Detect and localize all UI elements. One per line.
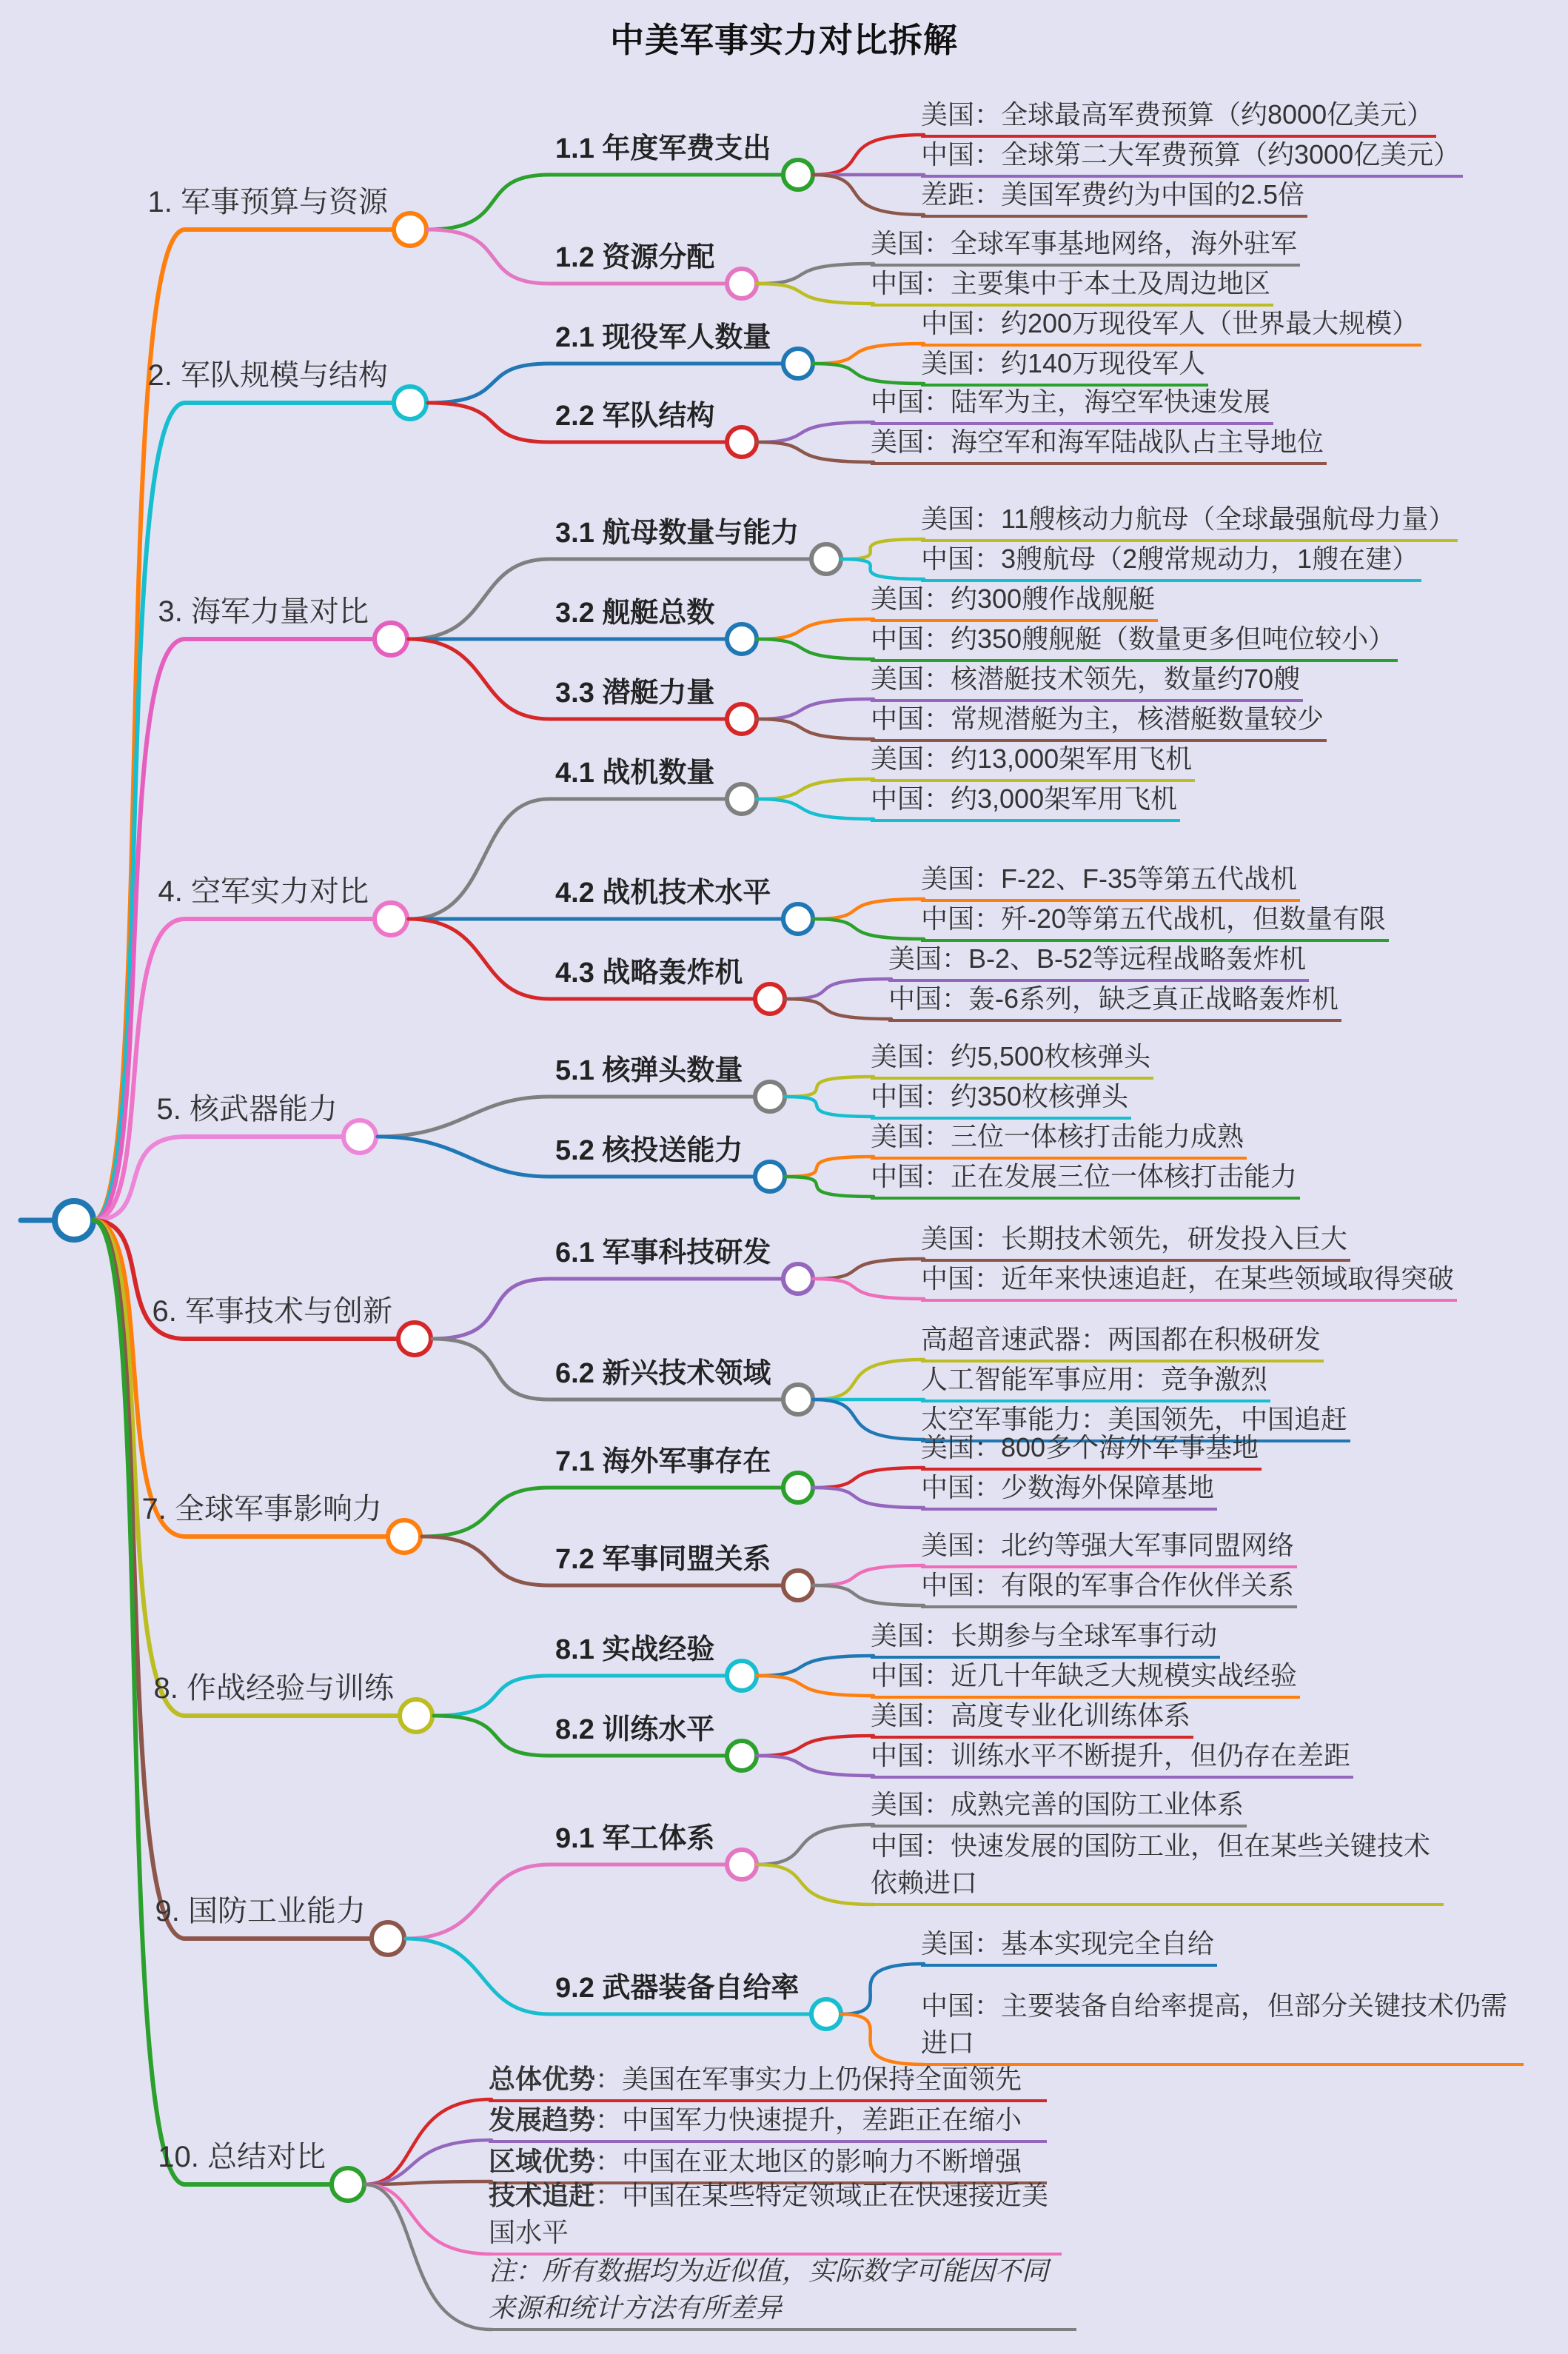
leaf-node[interactable]: 美国：全球最高军费预算（约8000亿美元） [921,96,1436,138]
leaf-node[interactable]: 美国：长期参与全球军事行动 [871,1617,1220,1659]
branch-node[interactable] [398,1323,431,1355]
note-leaf[interactable] [489,2253,1076,2331]
leaf-curve [841,559,924,579]
subnode[interactable] [727,269,757,298]
subnode-label[interactable]: 4.2 战机技术水平 [555,877,771,909]
leaf-curve [757,619,874,639]
leaf-node[interactable]: 美国：全球军事基地网络，海外驻军 [871,225,1300,267]
leaf-prefix: 技术追赶 [489,2180,596,2210]
leaf-curve [757,422,874,442]
subnode[interactable] [727,624,757,654]
subnode[interactable] [811,1999,841,2029]
leaf-curve [785,1077,874,1097]
leaf-node[interactable]: 美国：B-2、B-52等远程战略轰炸机 [888,940,1309,982]
leaf-node[interactable]: 中国：有限的军事合作伙伴关系 [921,1567,1297,1608]
branch-label[interactable]: 3. 海军力量对比 [158,595,369,628]
subnode-curve [432,1279,782,1339]
subnode-label[interactable]: 5.2 核投送能力 [555,1135,743,1166]
leaf-node[interactable]: 中国：主要装备自给率提高，但部分关键技术仍需进口 [921,1987,1524,2066]
leaf-curve [785,1097,874,1117]
leaf-curve [813,364,924,384]
branch-label[interactable]: 2. 军队规模与结构 [147,359,388,392]
leaf-curve [813,1279,924,1299]
subnode-label[interactable]: 8.1 实战经验 [555,1634,715,1665]
branch-node[interactable] [372,1922,404,1955]
leaf-node[interactable]: 中国：主要集中于本土及周边地区 [871,265,1273,307]
leaf-curve [757,264,874,284]
leaf-node[interactable]: 中国：少数海外保障基地 [921,1469,1217,1511]
leaf-curve [757,1736,874,1756]
leaf-node[interactable]: 人工智能军事应用：竞争激烈 [921,1361,1270,1402]
subnode[interactable] [783,160,813,190]
leaf-node[interactable]: 美国：约13,000架军用飞机 [871,740,1195,782]
subnode-curve [428,364,782,403]
summary-leaf[interactable] [489,2177,1062,2256]
subnode[interactable] [727,427,757,457]
leaf-prefix: 发展趋势 [489,2104,596,2135]
leaf-node[interactable]: 中国：全球第二大军费预算（约3000亿美元） [921,136,1463,178]
leaf-curve [757,699,874,719]
leaf-curve [757,1865,874,1905]
leaf-curve [757,799,874,819]
leaf-node[interactable]: 美国：成熟完善的国防工业体系 [871,1786,1247,1828]
leaf-curve [813,899,924,919]
subnode-label[interactable]: 2.1 现役军人数量 [555,322,771,353]
branch-label[interactable]: 1. 军事预算与资源 [147,186,388,218]
leaf-curve [813,1400,924,1440]
branch-node[interactable] [375,903,407,935]
leaf-curve [757,639,874,659]
subnode-label[interactable]: 1.1 年度军费支出 [555,133,771,164]
leaf-curve [785,979,891,999]
subnode-label[interactable]: 9.2 武器装备自给率 [555,1973,800,2004]
leaf-node[interactable]: 美国：北约等强大军事同盟网络 [921,1527,1297,1568]
leaf-node[interactable]: 中国：正在发展三位一体核打击能力 [871,1158,1300,1200]
branch-label[interactable]: 4. 空军实力对比 [158,875,369,908]
leaf-text: ：中国在亚太地区的影响力不断增强 [595,2146,1022,2176]
leaf-node[interactable]: 中国：近年来快速追赶，在某些领域取得突破 [921,1260,1457,1302]
subnode[interactable] [755,984,785,1014]
leaf-text: ：中国军力快速提升，差距正在缩小 [595,2104,1022,2135]
leaf-text: 注：所有数据均为近似值，实际数字可能因不同来源和统计方法有所差异 [489,2256,1049,2323]
leaf-curve [785,1177,874,1197]
leaf-curve [757,779,874,799]
leaf-node[interactable]: 中国：约3,000架军用飞机 [871,780,1180,822]
leaf-curve [757,1825,874,1865]
branch-label[interactable]: 8. 作战经验与训练 [153,1672,394,1705]
leaf-text: ：中国在某些特定领域正在快速接近美国水平 [489,2180,1049,2247]
leaf-node[interactable]: 中国：常规潜艇为主，核潜艇数量较少 [871,700,1327,742]
leaf-node[interactable]: 美国：约5,500枚核弹头 [871,1038,1153,1080]
subnode-label[interactable]: 8.2 训练水平 [555,1714,715,1745]
leaf-curve [813,1585,924,1605]
branch-label[interactable]: 10. 总结对比 [158,2141,326,2173]
subnode-label[interactable]: 2.2 军队结构 [555,401,715,432]
subnode[interactable] [727,1741,757,1770]
subnode[interactable] [727,704,757,734]
leaf-node[interactable]: 美国：核潜艇技术领先，数量约70艘 [871,661,1303,702]
subnode[interactable] [783,1571,813,1600]
leaf-curve [841,539,924,559]
leaf-node[interactable]: 中国：3艘航母（2艘常规动力，1艘在建） [921,541,1421,582]
leaf-node[interactable]: 太空军事能力：美国领先，中国追赶 [921,1401,1350,1442]
leaf-curve [757,1756,874,1776]
subnode-label[interactable]: 4.1 战机数量 [555,758,715,789]
branch-curve [93,1137,342,1220]
leaf-node[interactable]: 美国：基本实现完全自给 [921,1925,1217,1967]
branch-label[interactable]: 7. 全球军事影响力 [141,1493,382,1525]
subnode[interactable] [783,1385,813,1414]
summary-leaf[interactable] [489,2061,1047,2102]
subnode-label[interactable]: 6.1 军事科技研发 [555,1237,771,1268]
branch-node[interactable] [394,387,426,419]
subnode[interactable] [783,904,813,934]
leaf-curve [813,1468,924,1488]
subnode[interactable] [783,349,813,378]
leaf-curve [364,2184,492,2254]
subnode[interactable] [783,1473,813,1502]
subnode-label[interactable]: 7.1 海外军事存在 [555,1446,771,1477]
subnode-curve [378,1097,754,1137]
branch-node[interactable] [394,213,426,246]
leaf-curve [813,1259,924,1279]
branch-label[interactable]: 5. 核武器能力 [156,1093,338,1126]
subnode-label[interactable]: 9.1 军工体系 [555,1823,715,1854]
leaf-curve [813,1360,924,1400]
leaf-node[interactable]: 中国：约350艘舰艇（数量更多但吨位较小） [871,621,1398,662]
leaf-node[interactable]: 美国：11艘核动力航母（全球最强航母力量） [921,501,1458,542]
leaf-curve [757,719,874,739]
center-node[interactable] [55,1201,93,1240]
subnode[interactable] [783,1264,813,1294]
leaf-curve [813,344,924,364]
leaf-curve [813,1565,924,1585]
leaf-text: ：美国在军事实力上仍保持全面领先 [595,2064,1022,2094]
subnode-curve [406,1865,726,1939]
leaf-curve [364,2184,492,2330]
subnode[interactable] [727,1850,757,1879]
branch-label[interactable]: 9. 国防工业能力 [155,1895,366,1927]
leaf-node[interactable]: 美国：长期技术领先，研发投入巨大 [921,1220,1350,1262]
leaf-curve [785,999,891,1019]
leaf-curve [757,442,874,462]
branch-node[interactable] [400,1699,432,1732]
leaf-curve [813,175,924,215]
leaf-node[interactable]: 中国：训练水平不断提升，但仍存在差距 [871,1737,1353,1779]
branch-node[interactable] [332,2168,364,2201]
leaf-node[interactable]: 中国：陆军为主，海空军快速发展 [871,384,1273,425]
subnode-label[interactable]: 3.2 舰艇总数 [555,598,715,629]
leaf-curve [757,1656,874,1676]
leaf-node[interactable]: 美国：F-22、F-35等第五代战机 [921,860,1300,902]
leaf-node[interactable]: 中国：歼-20等第五代战机，但数量有限 [921,900,1389,942]
leaf-curve [757,284,874,304]
leaf-node[interactable]: 差距：美国军费约为中国的2.5倍 [921,176,1307,218]
leaf-node[interactable]: 中国：约350枚核弹头 [871,1078,1131,1120]
leaf-prefix: 总体优势 [489,2064,596,2094]
leaf-curve [757,1676,874,1696]
subnode[interactable] [755,1162,785,1191]
leaf-node[interactable]: 中国：近几十年缺乏大规模实战经验 [871,1657,1300,1699]
leaf-prefix: 区域优势 [489,2146,596,2176]
subnode[interactable] [727,1661,757,1691]
leaf-curve [841,1964,924,2014]
leaf-curve [785,1157,874,1177]
subnode-label[interactable]: 3.1 航母数量与能力 [555,518,800,549]
subnode-curve [422,1488,782,1537]
leaf-curve [813,1488,924,1508]
leaf-node[interactable]: 美国：800多个海外军事基地 [921,1429,1262,1471]
subnode-label[interactable]: 3.3 潜艇力量 [555,678,715,709]
branch-label[interactable]: 6. 军事技术与创新 [152,1295,392,1328]
leaf-node[interactable]: 美国：海空军和海军陆战队占主导地位 [871,424,1327,465]
leaf-node[interactable]: 美国：高度专业化训练体系 [871,1697,1193,1739]
branch-node[interactable] [344,1120,376,1153]
leaf-node[interactable]: 中国：轰-6系列，缺乏真正战略轰炸机 [888,980,1341,1022]
leaf-node[interactable]: 美国：三位一体核打击能力成熟 [871,1118,1247,1160]
subnode-label[interactable]: 6.2 新兴技术领域 [555,1358,771,1389]
subnode[interactable] [811,544,841,574]
leaf-node[interactable]: 中国：快速发展的国防工业，但在某些关键技术依赖进口 [871,1828,1444,1906]
branch-node[interactable] [375,623,407,655]
leaf-curve [841,2014,924,2064]
leaf-node[interactable]: 美国：约300艘作战舰艇 [871,581,1158,622]
leaf-node[interactable]: 美国：约140万现役军人 [921,345,1208,387]
leaf-curve [364,2140,492,2184]
subnode[interactable] [727,784,757,814]
leaf-curve [813,919,924,939]
branch-node[interactable] [388,1520,421,1553]
subnode-label[interactable]: 7.2 军事同盟关系 [555,1544,771,1575]
leaf-node[interactable]: 中国：约200万现役军人（世界最大规模） [921,305,1421,347]
leaf-node[interactable]: 高超音速武器：两国都在积极研发 [921,1321,1324,1362]
page-title: 中美军事实力对比拆解 [610,21,958,59]
subnode-label[interactable]: 5.1 核弹头数量 [555,1055,743,1086]
leaf-curve [813,135,924,175]
summary-leaf[interactable] [489,2101,1047,2143]
subnode-label[interactable]: 4.3 战略轰炸机 [555,957,743,989]
subnode[interactable] [755,1082,785,1111]
subnode-curve [428,175,782,230]
subnode-curve [434,1676,726,1716]
subnode-label[interactable]: 1.2 资源分配 [555,242,715,273]
